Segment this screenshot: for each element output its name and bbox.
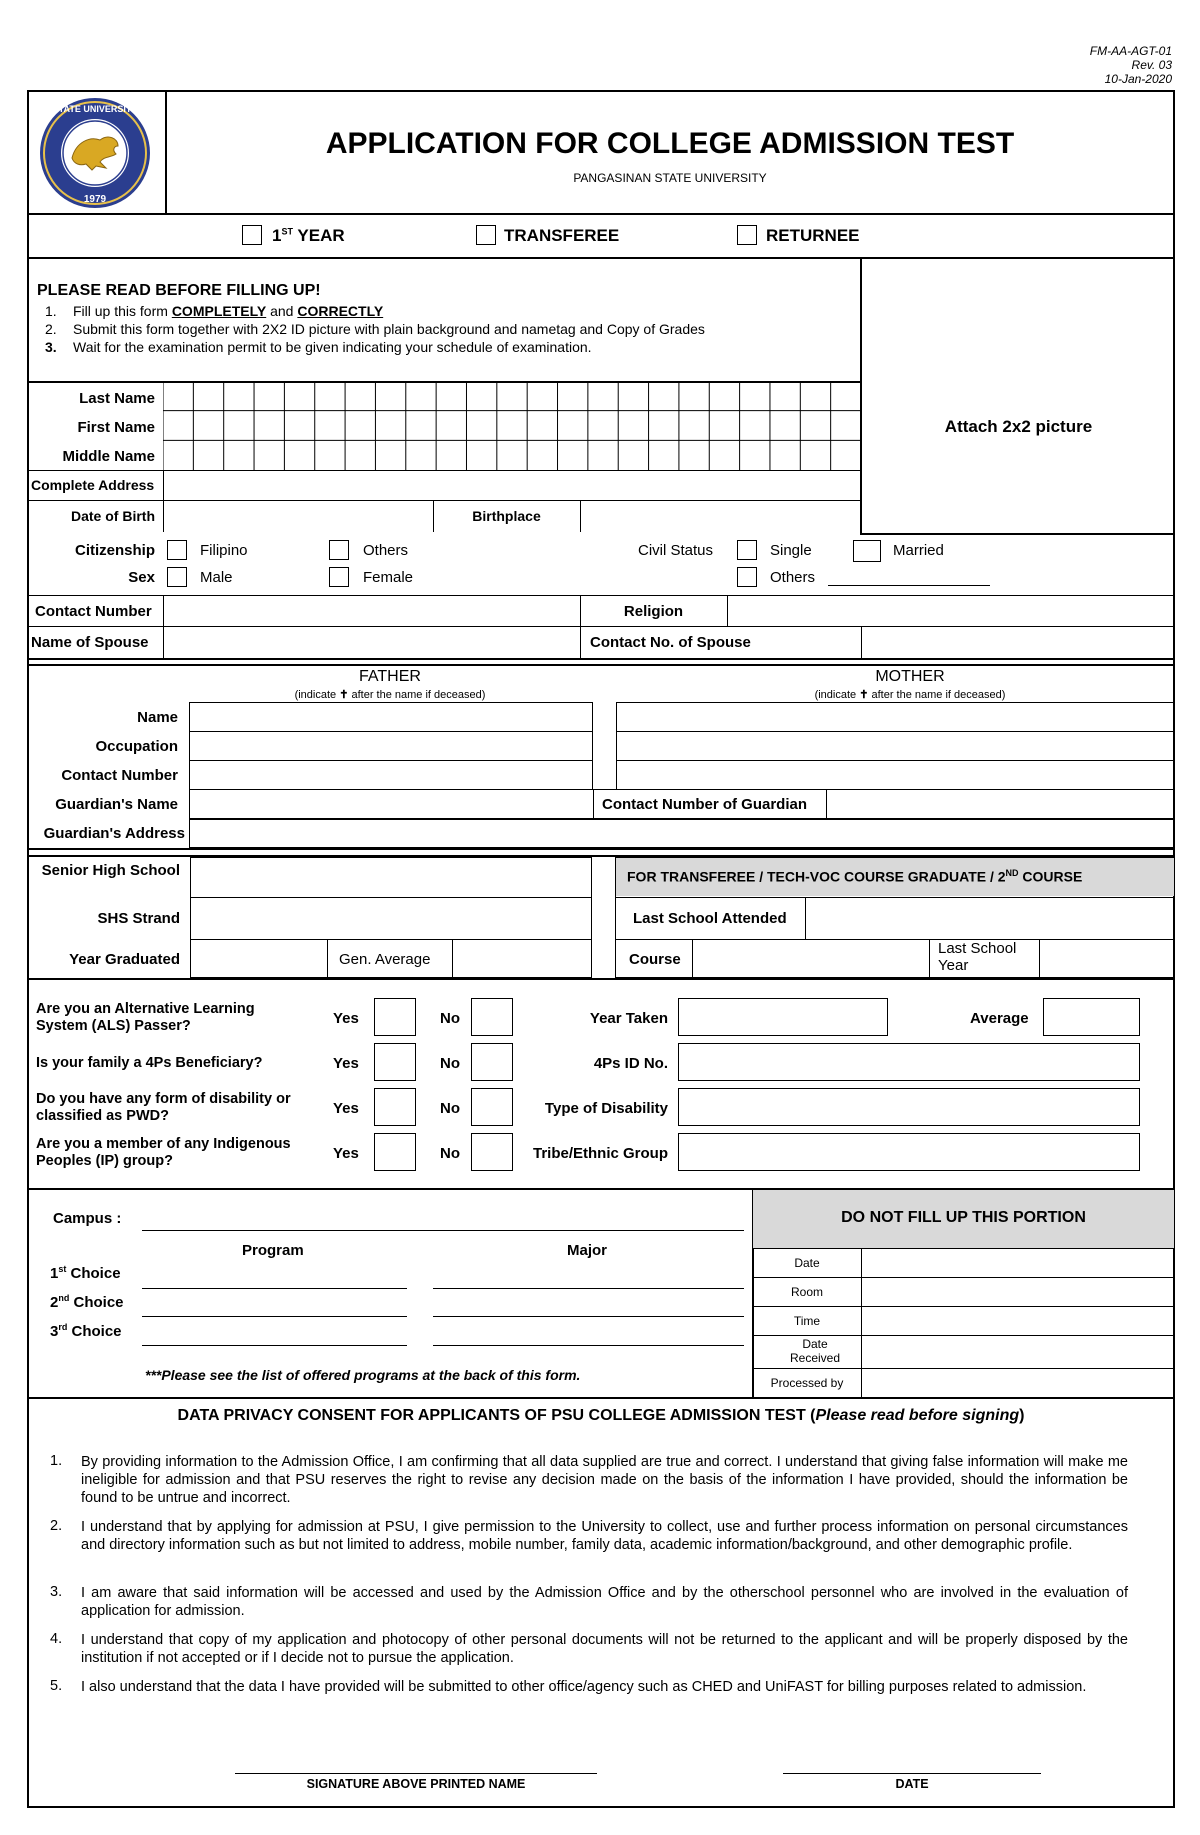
tribe-label: Tribe/Ethnic Group bbox=[532, 1145, 668, 1162]
second-major-line[interactable] bbox=[433, 1316, 744, 1317]
last-name-label: Last Name bbox=[79, 390, 155, 407]
citizenship-label: Citizenship bbox=[74, 542, 155, 559]
university-seal-icon bbox=[34, 96, 156, 210]
second-choice-label: 2nd Choice bbox=[50, 1293, 124, 1311]
religion-label: Religion bbox=[623, 603, 684, 620]
svg-text:STATE UNIVERSITY: STATE UNIVERSITY bbox=[52, 104, 138, 114]
4ps-id-field[interactable] bbox=[678, 1043, 1140, 1081]
strand-label: SHS Strand bbox=[97, 910, 180, 927]
office-room-label: Room bbox=[790, 1285, 823, 1299]
disability-label: Type of Disability bbox=[544, 1100, 668, 1117]
contact-label: Contact Number bbox=[35, 603, 152, 620]
campus-line[interactable] bbox=[142, 1230, 744, 1231]
privacy-item-2: I understand that by applying for admission at PSU, I give permission to the University to collect, use and further process information on personal circumstances and directory information such as but not limited to address, mobile number, family data, academic information/background, and other demographic profile. bbox=[81, 1519, 1128, 1553]
instruction-3: Wait for the examination permit to be given indicating your schedule of examination. bbox=[73, 339, 592, 355]
ip-yes-box[interactable] bbox=[374, 1133, 416, 1171]
pwd-yes-box[interactable] bbox=[374, 1088, 416, 1126]
guardian-contact-label: Contact Number of Guardian bbox=[602, 796, 808, 813]
father-heading: FATHER bbox=[359, 668, 421, 685]
average-field[interactable] bbox=[1043, 998, 1140, 1036]
privacy-heading: DATA PRIVACY CONSENT FOR APPLICANTS OF PSU COLLEGE ADMISSION TEST (Please read before signing) bbox=[177, 1407, 1025, 1424]
mother-fields[interactable] bbox=[616, 702, 1175, 790]
shs-label: Senior High School bbox=[41, 862, 180, 879]
guardian-name-label: Guardian's Name bbox=[55, 796, 178, 813]
first-name-label: First Name bbox=[77, 419, 155, 436]
office-heading: DO NOT FILL UP THIS PORTION bbox=[841, 1209, 1086, 1226]
privacy-item-3: I am aware that said information will be accessed and used by the Admission Office and by the otherschool personnel who are involved in the evaluation of application for admission. bbox=[81, 1585, 1128, 1619]
pwd-no-box[interactable] bbox=[471, 1088, 513, 1126]
guardian-address-field[interactable] bbox=[189, 819, 1175, 848]
office-date-label: Date bbox=[794, 1256, 820, 1270]
first-choice-label: 1st Choice bbox=[50, 1264, 121, 1282]
third-program-line[interactable] bbox=[142, 1345, 407, 1346]
4ps-id-label: 4Ps ID No. bbox=[593, 1055, 668, 1072]
program-heading: Program bbox=[242, 1242, 304, 1259]
transferee-checkbox[interactable] bbox=[476, 225, 496, 245]
last-school-label: Last School Attended bbox=[633, 910, 787, 927]
last-school-year-label: Last School Year bbox=[938, 940, 1017, 974]
father-fields[interactable] bbox=[189, 702, 593, 790]
year-taken-label: Year Taken bbox=[589, 1010, 668, 1027]
office-time-label: Time bbox=[793, 1314, 821, 1328]
birthplace-label: Birthplace bbox=[472, 508, 541, 524]
sex-label: Sex bbox=[128, 569, 155, 586]
privacy-item-5: I also understand that the data I have provided will be submitted to other office/agency such as CHED and UniFAST for billing purposes related to admission. bbox=[81, 1679, 1087, 1695]
first-year-checkbox[interactable] bbox=[242, 225, 262, 245]
date-label: DATE bbox=[895, 1777, 929, 1791]
female-checkbox[interactable] bbox=[329, 567, 349, 587]
guardian-address-label: Guardian's Address bbox=[43, 825, 185, 842]
signature-label: SIGNATURE ABOVE PRINTED NAME bbox=[306, 1777, 526, 1791]
4ps-no-box[interactable] bbox=[471, 1043, 513, 1081]
question-ip: Are you a member of any Indigenous Peoples (IP) group? bbox=[36, 1136, 291, 1169]
average-label: Average bbox=[970, 1010, 1029, 1027]
second-program-line[interactable] bbox=[142, 1316, 407, 1317]
first-major-line[interactable] bbox=[433, 1288, 744, 1289]
parent-contact-label: Contact Number bbox=[61, 767, 178, 784]
4ps-yes-box[interactable] bbox=[374, 1043, 416, 1081]
returnee-checkbox[interactable] bbox=[737, 225, 757, 245]
page-subtitle: PANGASINAN STATE UNIVERSITY bbox=[573, 171, 767, 185]
parent-name-label: Name bbox=[137, 709, 178, 726]
disability-field[interactable] bbox=[678, 1088, 1140, 1126]
mother-heading: MOTHER bbox=[875, 668, 945, 685]
first-program-line[interactable] bbox=[142, 1288, 407, 1289]
office-processed-by-label: Processed by bbox=[770, 1376, 844, 1390]
year-taken-field[interactable] bbox=[678, 998, 888, 1036]
tribe-field[interactable] bbox=[678, 1133, 1140, 1171]
ip-no-box[interactable] bbox=[471, 1133, 513, 1171]
office-date-received-label: Date Received bbox=[790, 1337, 841, 1365]
third-major-line[interactable] bbox=[433, 1345, 744, 1346]
civil-status-label: Civil Status bbox=[638, 542, 714, 559]
civil-others-checkbox[interactable] bbox=[737, 567, 757, 587]
instructions-heading: PLEASE READ BEFORE FILLING UP! bbox=[37, 282, 321, 299]
program-note: ***Please see the list of offered programs at the back of this form. bbox=[145, 1367, 581, 1383]
single-checkbox[interactable] bbox=[737, 540, 757, 560]
first-year-label: 1ST YEAR bbox=[272, 226, 345, 245]
photo-placeholder[interactable]: Attach 2x2 picture bbox=[944, 417, 1093, 436]
question-pwd: Do you have any form of disability or classified as PWD? bbox=[36, 1091, 291, 1124]
als-yes-box[interactable] bbox=[374, 998, 416, 1036]
spouse-contact-label: Contact No. of Spouse bbox=[590, 634, 751, 651]
gen-avg-label: Gen. Average bbox=[339, 951, 431, 968]
transferee-heading: FOR TRANSFEREE / TECH-VOC COURSE GRADUATE / 2ND COURSE bbox=[627, 868, 1083, 885]
instruction-2: Submit this form together with 2X2 ID picture with plain background and nametag and Copy of Grades bbox=[73, 321, 705, 337]
middle-name-label: Middle Name bbox=[62, 448, 155, 465]
privacy-item-1: By providing information to the Admission Office, I am confirming that all data supplied are true and correct. I understand that giving false information will make me ineligible for admission and that PSU reserves the right to revise any decision made on the basis of the information I have provided, should the information be found to be untrue and incorrect. bbox=[81, 1454, 1128, 1506]
returnee-label: RETURNEE bbox=[766, 226, 860, 245]
filipino-checkbox[interactable] bbox=[167, 540, 187, 560]
civil-others-line[interactable] bbox=[828, 585, 990, 586]
married-checkbox[interactable] bbox=[853, 540, 881, 562]
course-label: Course bbox=[629, 951, 681, 968]
third-choice-label: 3rd Choice bbox=[50, 1322, 122, 1340]
dob-label: Date of Birth bbox=[71, 508, 155, 524]
parent-occupation-label: Occupation bbox=[95, 738, 178, 755]
year-grad-label: Year Graduated bbox=[69, 951, 180, 968]
transferee-label: TRANSFEREE bbox=[504, 226, 620, 245]
address-label: Complete Address bbox=[31, 477, 155, 493]
citizenship-others-checkbox[interactable] bbox=[329, 540, 349, 560]
als-no-box[interactable] bbox=[471, 998, 513, 1036]
campus-label: Campus : bbox=[53, 1210, 122, 1227]
page-title: APPLICATION FOR COLLEGE ADMISSION TEST bbox=[325, 127, 1015, 160]
male-checkbox[interactable] bbox=[167, 567, 187, 587]
signature-line[interactable] bbox=[235, 1773, 597, 1774]
svg-text:1979: 1979 bbox=[83, 194, 107, 205]
instruction-1: Fill up this form COMPLETELY and CORRECTLY bbox=[73, 303, 384, 319]
name-letter-grid[interactable] bbox=[163, 381, 861, 470]
form-code: FM-AA-AGT-01 Rev. 03 10-Jan-2020 bbox=[1089, 44, 1172, 86]
privacy-item-4: I understand that copy of my application and photocopy of other personal documents will not be returned to the applicant and will be properly disposed by the institution if not accepted or if I decide not to pursue the application. bbox=[81, 1632, 1128, 1666]
question-4ps: Is your family a 4Ps Beneficiary? bbox=[36, 1055, 263, 1071]
major-heading: Major bbox=[567, 1242, 608, 1259]
question-als: Are you an Alternative Learning System (ALS) Passer? bbox=[36, 1001, 255, 1034]
spouse-label: Name of Spouse bbox=[31, 634, 149, 651]
date-line[interactable] bbox=[783, 1773, 1041, 1774]
